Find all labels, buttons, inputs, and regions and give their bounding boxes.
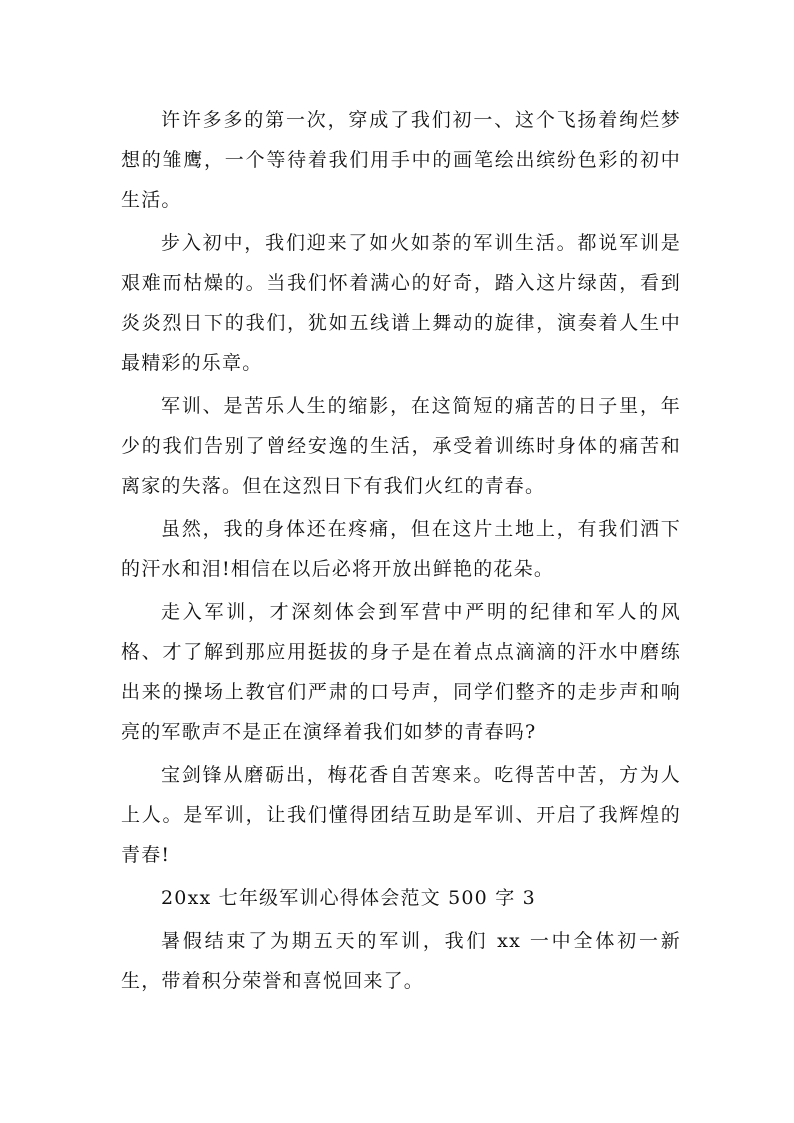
- paragraph-3: 军训、是苦乐人生的缩影，在这简短的痛苦的日子里，年少的我们告别了曾经安逸的生活，承受着训练时身体的痛苦和离家的失落。但在这烈日下有我们火红的青春。: [121, 395, 681, 497]
- section-title: 20xx 七年级军训心得体会范文 500 字 3: [161, 887, 536, 909]
- paragraph-2: 步入初中，我们迎来了如火如荼的军训生活。都说军训是艰难而枯燥的。当我们怀着满心的好奇，踏入这片绿茵，看到炎炎烈日下的我们，犹如五线谱上舞动的旋律，演奏着人生中最精彩的乐章。: [121, 232, 681, 374]
- paragraph-4: 虽然，我的身体还在疼痛，但在这片土地上，有我们洒下的汗水和泪!相信在以后必将开放出鲜艳的花朵。: [121, 518, 681, 580]
- paragraph-1: 许许多多的第一次，穿成了我们初一、这个飞扬着绚烂梦想的雏鹰，一个等待着我们用手中的画笔绘出缤纷色彩的初中生活。: [121, 109, 681, 211]
- document-body: [121, 100, 681, 1004]
- paragraph-5: 走入军训，才深刻体会到军营中严明的纪律和军人的风格、才了解到那应用挺拔的身子是在着点点滴滴的汗水中磨练出来的操场上教官们严肃的口号声，同学们整齐的走步声和响亮的军歌声不是正在演绎着我们如梦的青春吗?: [121, 601, 681, 743]
- paragraph-6: 宝剑锋从磨砺出，梅花香自苦寒来。吃得苦中苦，方为人上人。是军训，让我们懂得团结互助是军训、开启了我辉煌的青春!: [121, 764, 681, 866]
- paragraph-7: 暑假结束了为期五天的军训，我们 xx 一中全体初一新生，带着积分荣誉和喜悦回来了。: [121, 930, 681, 992]
